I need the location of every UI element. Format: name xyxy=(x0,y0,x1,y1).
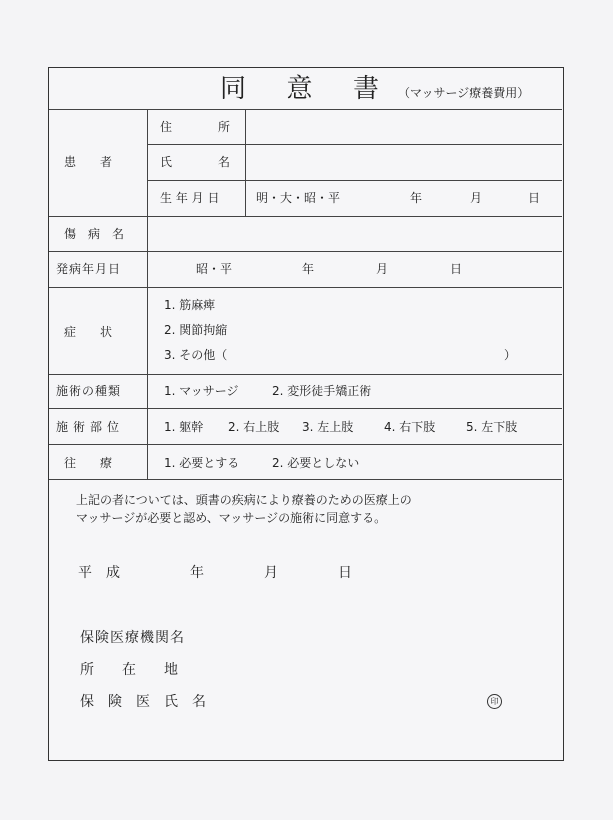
consent-date-day: 日 xyxy=(338,565,352,581)
onset-eras: 昭・平 xyxy=(196,262,233,276)
birthdate-day: 日 xyxy=(528,191,541,205)
birthdate-year: 年 xyxy=(410,191,423,205)
consent-date-era: 平 成 xyxy=(78,565,120,581)
title-char: 意 xyxy=(286,74,314,104)
consent-date-year: 年 xyxy=(190,565,204,581)
patient-label: 患 者 xyxy=(64,155,113,169)
treatment-site-option: 5. 左下肢 xyxy=(466,420,518,434)
treatment-site-label: 施術部位 xyxy=(56,420,125,434)
institution-label: 保険医療機関名 xyxy=(80,630,185,646)
symptom-close-paren: ） xyxy=(504,348,517,362)
consent-statement-line: マッサージが必要と認め、マッサージの施術に同意する。 xyxy=(76,511,387,525)
location-label: 所 在 地 xyxy=(80,662,178,678)
house-call-option: 2. 必要としない xyxy=(272,456,360,470)
name-label: 氏 名 xyxy=(160,155,230,169)
onset-month: 月 xyxy=(376,262,389,276)
onset-day: 日 xyxy=(450,262,463,276)
symptoms-label: 症 状 xyxy=(64,325,113,339)
treatment-site-option: 1. 躯幹 xyxy=(164,420,204,434)
birthdate-label: 生 年 月 日 xyxy=(160,191,220,205)
treatment-type-label: 施術の種類 xyxy=(56,384,122,398)
treatment-site-option: 2. 右上肢 xyxy=(228,420,280,434)
seal-mark: 印 xyxy=(487,694,502,709)
consent-statement-line: 上記の者については、頭書の疾病により療養のための医療上の xyxy=(76,493,412,507)
symptom-item: 1. 筋麻痺 xyxy=(164,298,216,312)
onset-label: 発病年月日 xyxy=(56,262,122,276)
consent-form-frame xyxy=(48,67,564,761)
consent-date-month: 月 xyxy=(264,565,278,581)
form-subtitle: （マッサージ療養費用） xyxy=(398,86,530,100)
title-char: 書 xyxy=(352,74,380,104)
treatment-type-option: 2. 変形徒手矯正術 xyxy=(272,384,372,398)
disease-label: 傷 病 名 xyxy=(64,227,125,241)
birthdate-month: 月 xyxy=(470,191,483,205)
symptom-item: 3. その他（ xyxy=(164,348,228,362)
house-call-label: 往 療 xyxy=(64,456,113,470)
treatment-site-option: 3. 左上肢 xyxy=(302,420,354,434)
birthdate-eras: 明・大・昭・平 xyxy=(256,191,341,205)
symptom-item: 2. 関節拘縮 xyxy=(164,323,228,337)
onset-year: 年 xyxy=(302,262,315,276)
address-label: 住 所 xyxy=(160,120,230,134)
treatment-site-option: 4. 右下肢 xyxy=(384,420,436,434)
treatment-type-option: 1. マッサージ xyxy=(164,384,239,398)
title-char: 同 xyxy=(220,74,248,104)
doctor-name-label: 保 険 医 氏 名 xyxy=(80,694,206,710)
form-title xyxy=(220,76,380,102)
house-call-option: 1. 必要とする xyxy=(164,456,240,470)
